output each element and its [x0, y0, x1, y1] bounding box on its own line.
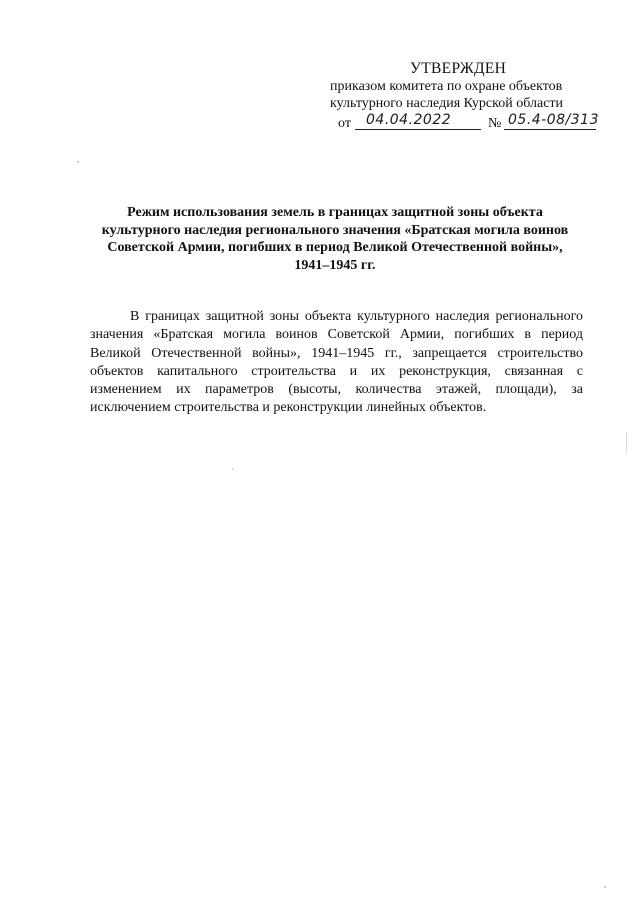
- approval-committee-line: культурного наследия Курской области: [330, 96, 564, 111]
- handwritten-number: 05.4-08/313: [508, 112, 599, 128]
- number-label: №: [488, 116, 502, 131]
- scan-speck: [604, 886, 606, 888]
- approval-stamp: [322, 60, 602, 135]
- scan-speck: [77, 161, 79, 163]
- scan-edge-mark: [626, 432, 627, 454]
- document-body-paragraph: В границах защитной зоны объекта культурного наследия регионального значения «Братская могила воинов Советской Армии, погибших в период Великой Отечественной войны», 1941–1945 гг., запрещается строительство объектов капитального строительства и их реконструкция, связанная с изменением их параметров (высоты, количества этажей, площади), за исключением строительства и реконструкции линейных объектов.: [90, 309, 583, 416]
- date-label: от: [338, 116, 351, 131]
- number-blank-line: [504, 129, 596, 130]
- approval-order-line: приказом комитета по охране объектов: [330, 79, 563, 94]
- date-blank-line: [355, 129, 481, 130]
- document-title: Режим использования земель в границах защитной зоны объекта культурного наследия регионального значения «Братская могила воинов Советской Армии, погибших в период Великой Отечественной войны», 1941–1945 гг.: [101, 205, 569, 273]
- approval-date-number-row: [322, 113, 602, 135]
- approval-heading: УТВЕРЖДЕН: [410, 60, 507, 77]
- handwritten-date: 04.04.2022: [366, 112, 452, 128]
- scan-speck: [232, 468, 233, 470]
